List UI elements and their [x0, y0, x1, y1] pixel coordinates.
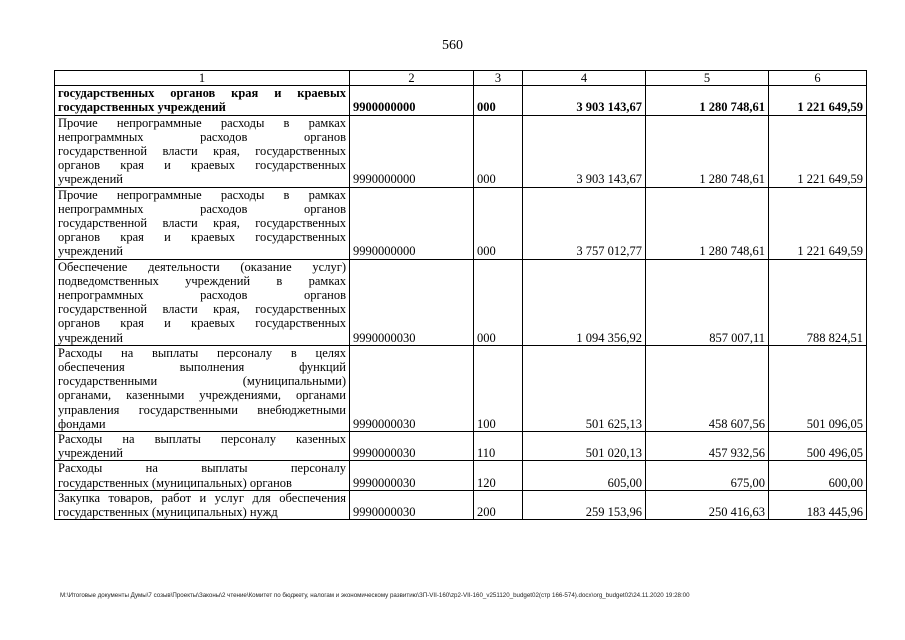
row-code: 9990000030 — [350, 490, 474, 519]
column-header: 6 — [769, 71, 867, 86]
table-body — [55, 86, 867, 520]
row-name-line: Прочие непрограммные расходы в рамках — [58, 115, 346, 130]
row-code: 9900000000 — [350, 86, 474, 115]
table-row — [55, 345, 867, 431]
row-name-line: органов края и краевых государственных — [58, 158, 346, 173]
row-name-line: фондами — [58, 416, 106, 431]
row-expense-type: 000 — [474, 187, 523, 259]
row-expense-type: 100 — [474, 345, 523, 431]
row-name-line: учреждений — [58, 446, 123, 461]
row-name — [55, 345, 350, 431]
row-value-col6: 1 221 649,59 — [769, 187, 867, 259]
row-name-line: Обеспечение деятельности (оказание услуг) — [58, 259, 346, 274]
row-name-line: подведомственных учреждений в рамках — [58, 273, 346, 288]
row-name-line: государственных учреждений — [58, 100, 226, 115]
row-name-line: государственными (муниципальными) — [58, 374, 346, 389]
row-value-col5: 1 280 748,61 — [646, 187, 769, 259]
budget-table — [54, 70, 867, 520]
row-value-col6: 1 221 649,59 — [769, 86, 867, 115]
row-name-line: Расходы на выплаты персоналу казенных — [58, 432, 346, 447]
row-value-col5: 250 416,63 — [646, 490, 769, 519]
table-row — [55, 259, 867, 345]
row-value-col6: 183 445,96 — [769, 490, 867, 519]
row-name-line: государственной власти края, государственных — [58, 302, 346, 317]
table-row — [55, 86, 867, 115]
row-name-line: органов края и краевых государственных — [58, 230, 346, 245]
row-name-line: Прочие непрограммные расходы в рамках — [58, 187, 346, 202]
row-code: 9990000030 — [350, 345, 474, 431]
table-row — [55, 115, 867, 187]
column-header-row — [55, 71, 867, 86]
row-value-col5: 458 607,56 — [646, 345, 769, 431]
row-value-col6: 500 496,05 — [769, 432, 867, 461]
row-name-line: обеспечения выполнения функций — [58, 360, 346, 375]
column-header: 1 — [55, 71, 350, 86]
row-code: 9990000000 — [350, 187, 474, 259]
row-code: 9990000030 — [350, 461, 474, 490]
row-code: 9990000030 — [350, 432, 474, 461]
row-name-line: непрограммных расходов органов — [58, 288, 346, 303]
row-name — [55, 86, 350, 115]
row-expense-type: 000 — [474, 259, 523, 345]
column-header: 2 — [350, 71, 474, 86]
row-value-col4: 501 625,13 — [523, 345, 646, 431]
row-name — [55, 461, 350, 490]
row-name-line: управления государственными внебюджетными — [58, 402, 346, 417]
row-value-col4: 3 903 143,67 — [523, 86, 646, 115]
row-code: 9990000000 — [350, 115, 474, 187]
row-name-line: государственной власти края, государственных — [58, 216, 346, 231]
table-row — [55, 490, 867, 519]
row-value-col5: 457 932,56 — [646, 432, 769, 461]
row-expense-type: 000 — [474, 115, 523, 187]
row-name-line: Закупка товаров, работ и услуг для обеспечения — [58, 490, 346, 505]
row-value-col5: 675,00 — [646, 461, 769, 490]
row-name-line: Расходы на выплаты персоналу в целях — [58, 345, 346, 360]
row-expense-type: 120 — [474, 461, 523, 490]
row-value-col4: 501 020,13 — [523, 432, 646, 461]
row-value-col4: 3 757 012,77 — [523, 187, 646, 259]
row-name-line: государственной власти края, государственных — [58, 144, 346, 159]
row-value-col4: 3 903 143,67 — [523, 115, 646, 187]
column-header: 4 — [523, 71, 646, 86]
row-name-line: государственных (муниципальных) нужд — [58, 505, 278, 520]
row-name-line: органов края и краевых государственных — [58, 316, 346, 331]
row-value-col5: 857 007,11 — [646, 259, 769, 345]
row-value-col6: 788 824,51 — [769, 259, 867, 345]
row-name-line: органами, казенными учреждениями, органами — [58, 388, 346, 403]
row-name — [55, 187, 350, 259]
row-name — [55, 259, 350, 345]
table-row — [55, 432, 867, 461]
row-name — [55, 490, 350, 519]
row-name-line: учреждений — [58, 172, 123, 187]
row-value-col6: 1 221 649,59 — [769, 115, 867, 187]
column-header: 5 — [646, 71, 769, 86]
row-name — [55, 115, 350, 187]
table-row — [55, 461, 867, 490]
footer-file-path: M:\Итоговые документы Думы\7 созыв\Проекты\Законы\2 чтение\Комитет по бюджету, налогам и экономическому развитию\ЗП-VII-160\zp2-VII-160_v251120_budget02(стр 166-574).docx\org_budget02\24.11.2020 19:28:00 — [60, 592, 690, 599]
table-row — [55, 187, 867, 259]
row-name-line: государственных органов края и краевых — [58, 86, 346, 101]
row-value-col4: 259 153,96 — [523, 490, 646, 519]
row-value-col4: 605,00 — [523, 461, 646, 490]
row-name-line: государственных (муниципальных) органов — [58, 475, 292, 490]
row-name-line: учреждений — [58, 330, 123, 345]
row-value-col6: 501 096,05 — [769, 345, 867, 431]
page-number: 560 — [442, 38, 463, 53]
row-expense-type: 200 — [474, 490, 523, 519]
row-expense-type: 110 — [474, 432, 523, 461]
column-header: 3 — [474, 71, 523, 86]
row-value-col6: 600,00 — [769, 461, 867, 490]
row-name-line: непрограммных расходов органов — [58, 129, 346, 144]
row-name — [55, 432, 350, 461]
row-code: 9990000030 — [350, 259, 474, 345]
row-value-col5: 1 280 748,61 — [646, 86, 769, 115]
row-expense-type: 000 — [474, 86, 523, 115]
row-value-col4: 1 094 356,92 — [523, 259, 646, 345]
row-name-line: непрограммных расходов органов — [58, 201, 346, 216]
row-name-line: Расходы на выплаты персоналу — [58, 461, 346, 476]
row-value-col5: 1 280 748,61 — [646, 115, 769, 187]
row-name-line: учреждений — [58, 244, 123, 259]
